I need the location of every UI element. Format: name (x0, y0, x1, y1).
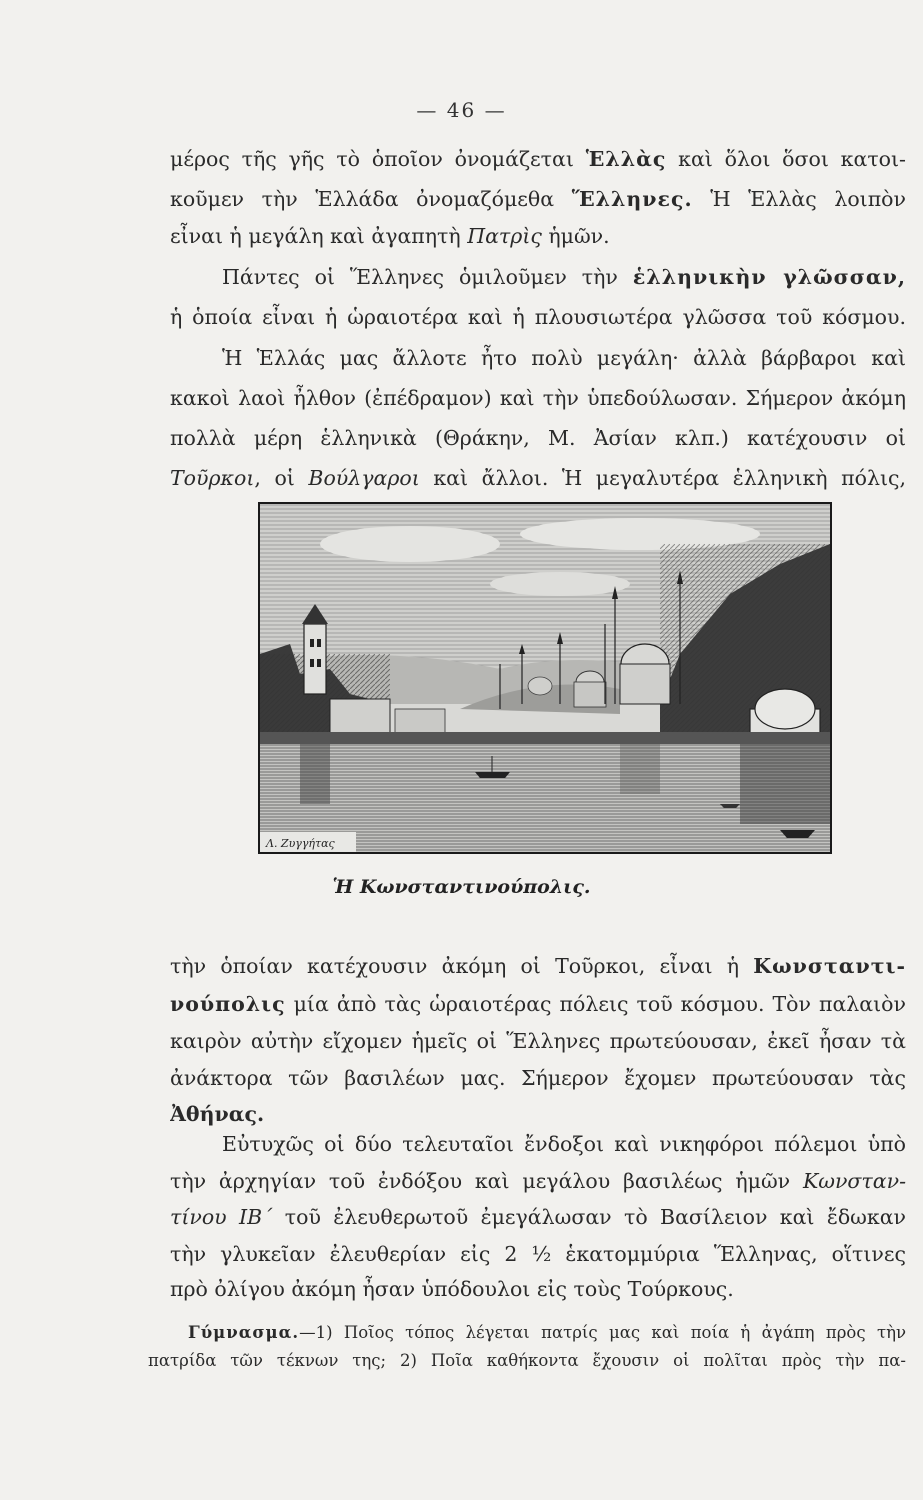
paragraph-4-line-4: ἀνάκτορα τῶν βασιλέων μας. Σήμερον ἔχομεν πρωτεύουσαν τὰς (170, 1066, 906, 1090)
paragraph-1-line-3: εἶναι ἡ μεγάλη καὶ ἀγαπητὴ Πατρὶς ἡμῶν. (170, 224, 610, 248)
paragraph-4-line-3: καιρὸν αὐτὴν εἴχομεν ἡμεῖς οἱ Ἕλληνες πρωτεύουσαν, ἐκεῖ ἦσαν τὰ (170, 1029, 906, 1053)
figure-caption: Ἡ Κωνσταντινούπολις. (332, 876, 591, 898)
paragraph-1-line-1: μέρος τῆς γῆς τὸ ὁποῖον ὀνομάζεται Ἑλλὰς καὶ ὅλοι ὅσοι κατοι- (170, 147, 906, 171)
term-greek-language: ἑλληνικὴν γλῶσσαν, (632, 265, 906, 289)
paragraph-5-line-2: τὴν ἀρχηγίαν τοῦ ἐνδόξου καὶ μεγάλου βασιλέως ἡμῶν Κωνσταν- (170, 1169, 906, 1193)
paragraph-1-line-2: κοῦμεν τὴν Ἑλλάδα ὀνομαζόμεθα Ἕλληνες. Ἡ Ἑλλὰς λοιπὸν (170, 187, 906, 211)
paragraph-5-line-3: τίνου ΙΒ΄ τοῦ ἐλευθερωτοῦ ἐμεγάλωσαν τὸ Βασίλειον καὶ ἔδωκαν (170, 1205, 906, 1229)
paragraph-4-line-2: νούπολις μία ἀπὸ τὰς ὡραιοτέρας πόλεις τοῦ κόσμου. Τὸν παλαιὸν (170, 992, 906, 1016)
page-number: — 46 — (416, 98, 507, 122)
artist-signature: Λ. Ζυγγήτας (266, 837, 335, 850)
term-konstantinos: Κωνσταν- (802, 1169, 906, 1193)
term-ellines: Ἕλληνες. (571, 187, 693, 211)
constantinople-engraving (258, 502, 832, 854)
paragraph-3-line-4: Τοῦρκοι, οἱ Βούλγαροι καὶ ἄλλοι. Ἡ μεγαλυτέρα ἑλληνικὴ πόλις, (170, 466, 906, 490)
paragraph-5-line-4: τὴν γλυκεῖαν ἐλευθερίαν εἰς 2 ½ ἑκατομμύρια Ἕλληνας, οἵτινες (170, 1242, 906, 1266)
paragraph-3-line-2: κακοὶ λαοὶ ἦλθον (ἐπέδραμον) καὶ τὴν ὑπεδούλωσαν. Σήμερον ἀκόμη (170, 386, 906, 410)
paragraph-3-line-1: Ἡ Ἑλλάς μας ἄλλοτε ἦτο πολὺ μεγάλη· ἀλλὰ βάρβαροι καὶ (222, 346, 906, 370)
exercise-label: Γύμνασμα. (188, 1323, 300, 1342)
paragraph-2-line-1: Πάντες οἱ Ἕλληνες ὁμιλοῦμεν τὴν ἑλληνικὴν γλῶσσαν, (222, 265, 906, 289)
paragraph-5-line-1: Εὐτυχῶς οἱ δύο τελευταῖοι ἔνδοξοι καὶ νικηφόροι πόλεμοι ὑπὸ (222, 1132, 906, 1156)
paragraph-3-line-3: πολλὰ μέρη ἑλληνικὰ (Θράκην, Μ. Ἀσίαν κλπ.) κατέχουσιν οἱ (170, 426, 906, 450)
term-ellas: Ἑλλὰς (585, 147, 667, 171)
term-konstantinoupolis-1: Κωνσταντι- (753, 954, 906, 978)
paragraph-5-line-5: πρὸ ὀλίγου ἀκόμη ἦσαν ὑπόδουλοι εἰς τοὺς Τούρκους. (170, 1277, 734, 1301)
paragraph-4-line-5: Ἀθήνας. (170, 1102, 265, 1126)
paragraph-2-line-2: ἡ ὁποία εἶναι ἡ ὡραιοτέρα καὶ ἡ πλουσιωτέρα γλῶσσα τοῦ κόσμου. (170, 305, 906, 329)
term-patris: Πατρὶς (467, 224, 542, 248)
exercise-line-2: πατρίδα τῶν τέκνων της; 2) Ποῖα καθήκοντα ἔχουσιν οἱ πολῖται πρὸς τὴν πα- (148, 1351, 906, 1370)
exercise-line-1: Γύμνασμα.—1) Ποῖος τόπος λέγεται πατρίς μας καὶ ποία ἡ ἀγάπη πρὸς τὴν (188, 1323, 906, 1342)
term-konstantinoupolis-2: νούπολις (170, 992, 286, 1016)
paragraph-4-line-1: τὴν ὁποίαν κατέχουσιν ἀκόμη οἱ Τοῦρκοι, εἶναι ἡ Κωνσταντι- (170, 954, 906, 978)
